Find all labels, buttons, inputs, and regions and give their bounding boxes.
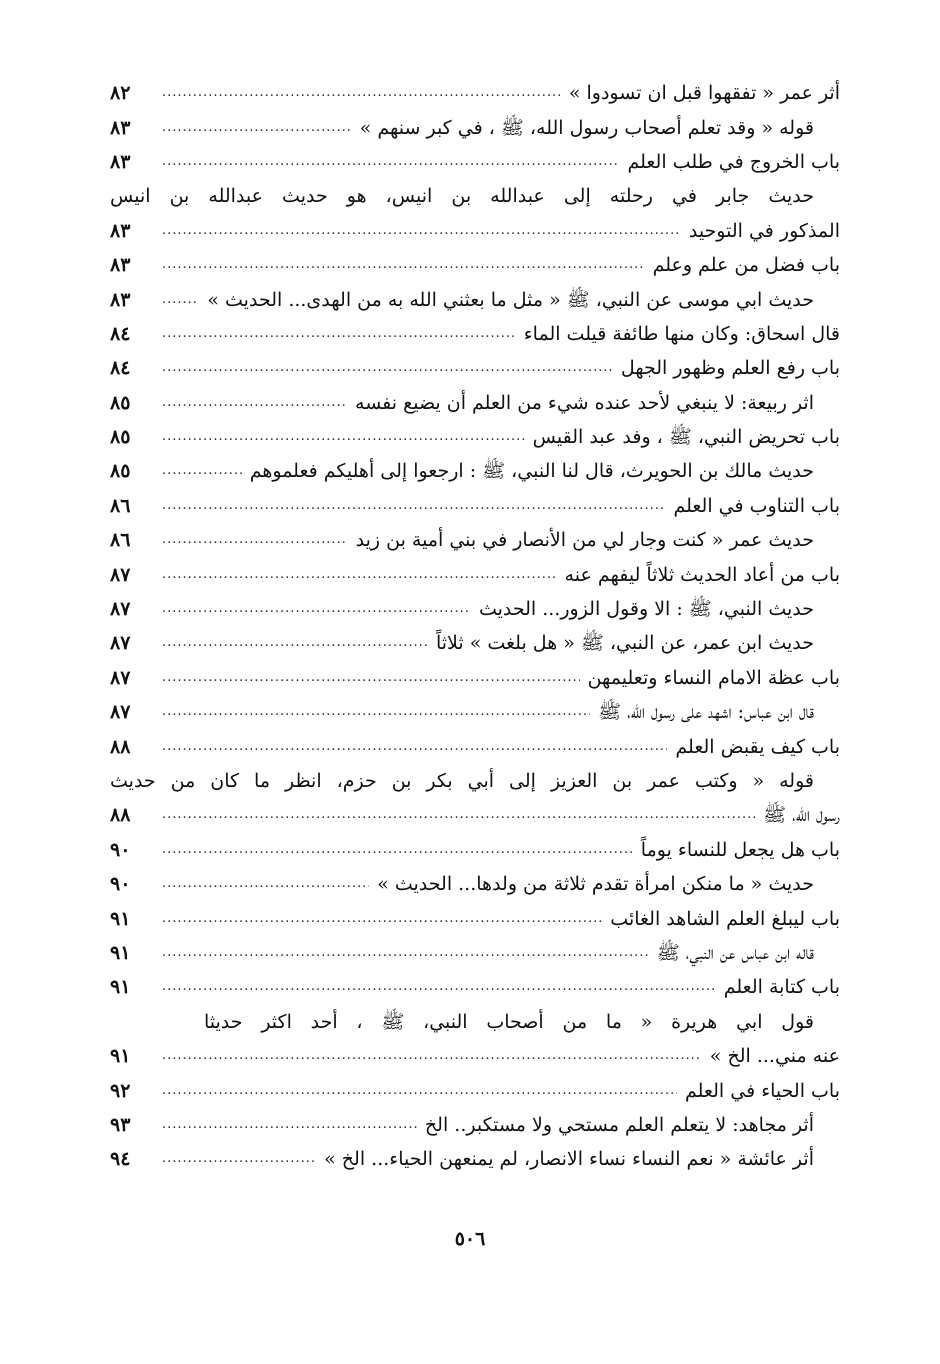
toc-entry-title: باب هل يجعل للنساء يوماً <box>640 838 840 861</box>
dot-leader <box>162 1074 677 1108</box>
toc-entry-page: ٩٣ <box>110 1113 131 1136</box>
toc-entry-title: قال اسحاق: وكان منها طائفة قيلت الماء <box>523 322 840 345</box>
dot-leader <box>162 76 561 110</box>
toc-entry-title: عنه مني... الخ » <box>709 1045 840 1068</box>
toc-entry-page: ٨٥ <box>110 391 131 414</box>
toc-entry <box>110 351 840 385</box>
toc-entry-title: باب الحياء في العلم <box>685 1079 840 1102</box>
dot-leader <box>162 283 199 317</box>
dot-leader <box>162 661 580 695</box>
toc-entry <box>110 661 840 695</box>
dot-leader <box>162 317 516 351</box>
toc-entry-title: أثر عائشة « نعم النساء نساء الانصار، لم يمنعهن الحياء... الخ » <box>324 1148 814 1171</box>
toc-entry-page: ٨٧ <box>110 632 131 655</box>
toc-entry-title: قوله « وقد تعلم أصحاب رسول الله، ﷺ ، في كبر سنهم » <box>359 116 814 139</box>
toc-entry <box>110 110 840 144</box>
dot-leader <box>162 936 649 970</box>
toc-entry-page: ٨٨ <box>110 735 131 758</box>
toc-entry-title: حديث النبي، ﷺ : الا وقول الزور... الحديث <box>478 598 814 621</box>
dot-leader <box>162 145 619 179</box>
toc-entry-page: ٨٧ <box>110 666 131 689</box>
dot-leader <box>162 454 242 488</box>
toc-entry-page: ٨٣ <box>110 219 131 242</box>
toc-entry-page: ٨٢ <box>110 82 131 105</box>
toc-entry <box>110 282 840 316</box>
toc-entry <box>110 489 840 523</box>
dot-leader <box>162 523 348 557</box>
toc-entry-title: باب كتابة العلم <box>723 976 840 999</box>
toc-entry-page: ٩٠ <box>110 838 131 861</box>
dot-leader <box>162 489 665 523</box>
dot-leader <box>162 351 613 385</box>
toc-entry-page: ٩٢ <box>110 1079 131 1102</box>
toc-entry-title: حديث مالك بن الحويرث، قال لنا النبي، ﷺ : ارجعوا إلى أهليكم فعلموهم <box>249 460 814 483</box>
toc-entry-page: ٨٨ <box>110 804 131 827</box>
toc-entry <box>110 626 840 660</box>
toc-entry-title: حديث « ما منكن امرأة تقدم ثلاثة من ولدها... الحديث » <box>377 873 814 896</box>
toc-entry-title: باب عظة الامام النساء وتعليمهن <box>587 666 840 689</box>
toc-entry <box>110 1108 840 1142</box>
toc-entry-page: ٨٤ <box>110 322 131 345</box>
toc-entry <box>110 1005 840 1039</box>
toc-entry <box>110 798 840 832</box>
toc-entry <box>110 936 840 970</box>
toc-entry-title: رسول الله، ﷺ <box>763 804 840 827</box>
toc-entry-page: ٨٧ <box>110 701 131 724</box>
dot-leader <box>162 558 557 592</box>
toc-entry-title: باب من أعاد الحديث ثلاثاً ليفهم عنه <box>564 563 840 586</box>
toc-entry <box>110 901 840 935</box>
dot-leader <box>162 592 471 626</box>
toc-entry-title: باب رفع العلم وظهور الجهل <box>620 357 840 380</box>
toc-entry-title: قول ابي هريرة « ما من أصحاب النبي، ﷺ ، أحد اكثر حديثا <box>204 1010 814 1033</box>
toc-entry-title: حديث ابن عمر، عن النبي، ﷺ « هل بلغت » ثلاثاً <box>435 632 814 655</box>
dot-leader <box>162 902 602 936</box>
toc-entry-page: ٨٥ <box>110 460 131 483</box>
table-of-contents <box>110 76 840 1177</box>
toc-entry <box>110 145 840 179</box>
page-number: ٥٠٦ <box>454 1228 486 1250</box>
toc-entry <box>110 214 840 248</box>
toc-entry-title: باب الخروج في طلب العلم <box>627 150 840 173</box>
toc-entry <box>110 729 840 763</box>
toc-entry <box>110 523 840 557</box>
toc-entry-page: ٩١ <box>110 907 131 930</box>
toc-entry-title: باب تحريض النبي، ﷺ ، وفد عبد القيس <box>532 426 840 449</box>
toc-entry-title: أثر عمر « تفقهوا قبل ان تسودوا » <box>568 82 840 105</box>
toc-entry-page: ٨٧ <box>110 598 131 621</box>
toc-entry-page: ٩٤ <box>110 1148 131 1171</box>
toc-entry-page: ٨٦ <box>110 529 131 552</box>
toc-entry-title: أثر مجاهد: لا يتعلم العلم مستحي ولا مستكبر.. الخ <box>424 1113 814 1136</box>
toc-entry-page: ٨٣ <box>110 150 131 173</box>
toc-entry <box>110 420 840 454</box>
toc-entry-title: باب التناوب في العلم <box>673 494 840 517</box>
toc-entry <box>110 970 840 1004</box>
toc-entry-title: باب كيف يقبض العلم <box>675 735 840 758</box>
toc-entry-title: حديث جابر في رحلته إلى عبدالله بن انيس، هو حديث عبدالله بن انيس <box>110 185 814 208</box>
toc-entry-title: قاله ابن عباس عن النبي، ﷺ <box>656 941 814 964</box>
toc-entry-page: ٨٣ <box>110 254 131 277</box>
dot-leader <box>162 970 716 1004</box>
toc-entry-title: قال ابن عباس: اشهد على رسول الله، ﷺ <box>598 701 814 724</box>
toc-entry <box>110 1073 840 1107</box>
dot-leader <box>162 386 347 420</box>
toc-entry-title: باب فضل من علم وعلم <box>652 254 840 277</box>
dot-leader <box>162 867 369 901</box>
toc-entry <box>110 76 840 110</box>
toc-entry <box>110 764 840 798</box>
toc-entry <box>110 454 840 488</box>
toc-entry-page: ٨٦ <box>110 494 131 517</box>
toc-entry-title: المذكور في التوحيد <box>688 219 840 242</box>
toc-entry <box>110 1039 840 1073</box>
toc-entry-title: باب ليبلغ العلم الشاهد الغائب <box>610 907 840 930</box>
dot-leader <box>162 626 428 660</box>
toc-entry <box>110 1142 840 1176</box>
toc-entry-page: ٨٤ <box>110 357 131 380</box>
toc-entry <box>110 386 840 420</box>
toc-entry <box>110 867 840 901</box>
dot-leader <box>162 798 755 832</box>
dot-leader <box>162 420 525 454</box>
toc-entry-title: قوله « وكتب عمر بن العزيز إلى أبي بكر بن حزم، انظر ما كان من حديث <box>110 770 814 792</box>
dot-leader <box>162 1039 702 1073</box>
dot-leader <box>162 248 645 282</box>
toc-entry-page: ٨٧ <box>110 563 131 586</box>
dot-leader <box>162 730 667 764</box>
dot-leader <box>162 833 633 867</box>
dot-leader <box>162 111 352 145</box>
toc-entry <box>110 179 840 213</box>
toc-entry <box>110 592 840 626</box>
toc-entry-page: ٨٣ <box>110 116 131 139</box>
toc-entry <box>110 695 840 729</box>
toc-entry-page: ٩١ <box>110 941 131 964</box>
dot-leader <box>162 1142 316 1176</box>
dot-leader <box>162 1108 417 1142</box>
toc-entry <box>110 317 840 351</box>
toc-entry-title: حديث عمر « كنت وجار لي من الأنصار في بني أمية بن زيد <box>355 529 814 552</box>
toc-entry-page: ٩٠ <box>110 873 131 896</box>
toc-entry-page: ٨٣ <box>110 288 131 311</box>
toc-entry-title: اثر ربيعة: لا ينبغي لأحد عنده شيء من العلم أن يضيع نفسه <box>355 391 814 414</box>
dot-leader <box>162 214 681 248</box>
toc-entry-title: حديث ابي موسى عن النبي، ﷺ « مثل ما بعثني الله به من الهدى... الحديث » <box>207 288 814 311</box>
toc-entry <box>110 248 840 282</box>
toc-entry <box>110 557 840 591</box>
toc-entry-page: ٩١ <box>110 976 131 999</box>
toc-entry <box>110 833 840 867</box>
dot-leader <box>162 695 590 729</box>
toc-entry-page: ٩١ <box>110 1045 131 1068</box>
toc-entry-page: ٨٥ <box>110 426 131 449</box>
